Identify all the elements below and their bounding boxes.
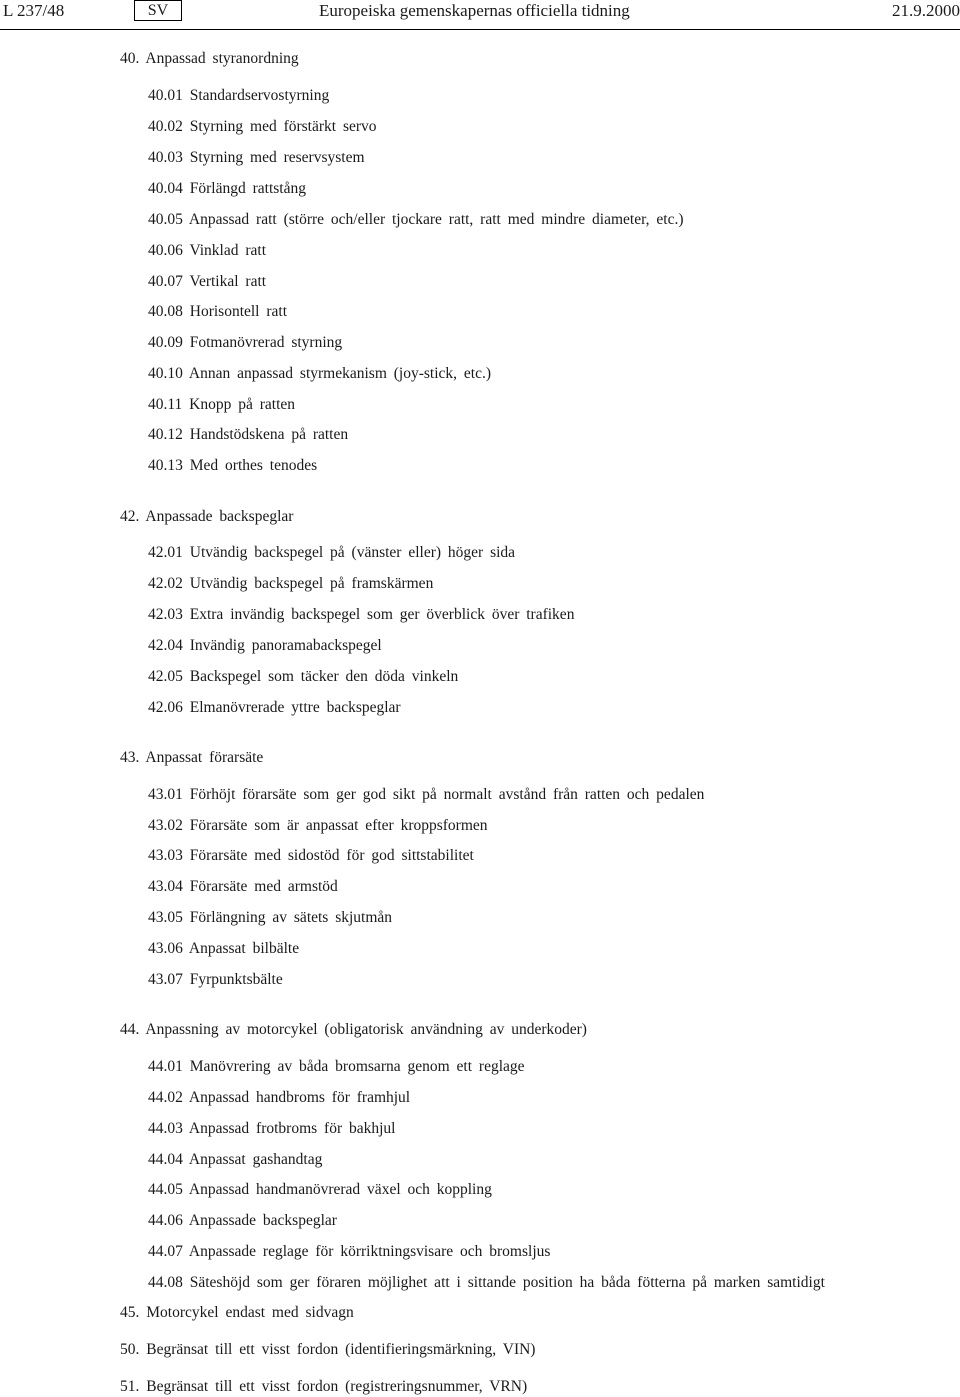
list-item: 42.02 Utvändig backspegel på framskärmen bbox=[148, 575, 434, 592]
list-item: 44.04 Anpassat gashandtag bbox=[148, 1151, 323, 1168]
list-item: 40.12 Handstödskena på ratten bbox=[148, 426, 349, 443]
list-item: 40.05 Anpassad ratt (större och/eller tjockare ratt, ratt med mindre diameter, etc.) bbox=[148, 211, 684, 228]
list-item: 44.08 Säteshöjd som ger föraren möjlighet att i sittande position ha båda fötterna på marken samtidigt bbox=[148, 1274, 825, 1291]
list-item: 44.06 Anpassade backspeglar bbox=[148, 1212, 337, 1229]
list-item: 40.09 Fotmanövrerad styrning bbox=[148, 334, 343, 351]
list-item: 40.11 Knopp på ratten bbox=[148, 396, 296, 413]
list-item: 42.04 Invändig panoramabackspegel bbox=[148, 637, 382, 654]
list-item: 40.02 Styrning med förstärkt servo bbox=[148, 118, 377, 135]
section-title: 44. Anpassning av motorcykel (obligatorisk användning av underkoder) bbox=[120, 1021, 587, 1038]
list-item: 43.01 Förhöjt förarsäte som ger god sikt på normalt avstånd från ratten och pedalen bbox=[148, 786, 705, 803]
list-item: 40.01 Standardservostyrning bbox=[148, 87, 330, 104]
list-item: 43.02 Förarsäte som är anpassat efter kroppsformen bbox=[148, 817, 488, 834]
list-item: 44.01 Manövrering av båda bromsarna genom ett reglage bbox=[148, 1058, 525, 1075]
list-item: 42.06 Elmanövrerade yttre backspeglar bbox=[148, 699, 401, 716]
list-item: 40.13 Med orthes tenodes bbox=[148, 457, 318, 474]
list-item: 43.03 Förarsäte med sidostöd för god sittstabilitet bbox=[148, 847, 474, 864]
list-item: 44.07 Anpassade reglage för körriktningsvisare och bromsljus bbox=[148, 1243, 551, 1260]
list-item: 40.08 Horisontell ratt bbox=[148, 303, 288, 320]
list-item: 40.10 Annan anpassad styrmekanism (joy-stick, etc.) bbox=[148, 365, 492, 382]
section-title: 40. Anpassad styranordning bbox=[120, 50, 299, 67]
list-item: 42.03 Extra invändig backspegel som ger överblick över trafiken bbox=[148, 606, 575, 623]
list-item: 44.05 Anpassad handmanövrerad växel och koppling bbox=[148, 1181, 492, 1198]
list-item: 40.04 Förlängd rattstång bbox=[148, 180, 306, 197]
page-reference: L 237/48 bbox=[3, 1, 65, 20]
list-item: 43.04 Förarsäte med armstöd bbox=[148, 878, 338, 895]
list-item: 44.02 Anpassad handbroms för framhjul bbox=[148, 1089, 411, 1106]
language-code-box: SV bbox=[134, 0, 182, 21]
section-title: 42. Anpassade backspeglar bbox=[120, 508, 294, 525]
list-item: 44.03 Anpassad frotbroms för bakhjul bbox=[148, 1120, 396, 1137]
list-item: 42.05 Backspegel som täcker den döda vinkeln bbox=[148, 668, 459, 685]
list-item: 43.06 Anpassat bilbälte bbox=[148, 940, 300, 957]
list-item: 40.06 Vinklad ratt bbox=[148, 242, 267, 259]
list-item: 40.03 Styrning med reservsystem bbox=[148, 149, 365, 166]
list-item: 43.05 Förlängning av sätets skjutmån bbox=[148, 909, 393, 926]
list-item: 40.07 Vertikal ratt bbox=[148, 273, 267, 290]
publication-date: 21.9.2000 bbox=[892, 1, 960, 20]
section-title: 50. Begränsat till ett visst fordon (identifieringsmärkning, VIN) bbox=[120, 1341, 536, 1358]
journal-title: Europeiska gemenskapernas officiella tidning bbox=[319, 1, 630, 20]
section-title: 51. Begränsat till ett visst fordon (registreringsnummer, VRN) bbox=[120, 1378, 528, 1395]
section-title: 45. Motorcykel endast med sidvagn bbox=[120, 1304, 354, 1321]
section-title: 43. Anpassat förarsäte bbox=[120, 749, 264, 766]
list-item: 42.01 Utvändig backspegel på (vänster eller) höger sida bbox=[148, 544, 516, 561]
list-item: 43.07 Fyrpunktsbälte bbox=[148, 971, 283, 988]
